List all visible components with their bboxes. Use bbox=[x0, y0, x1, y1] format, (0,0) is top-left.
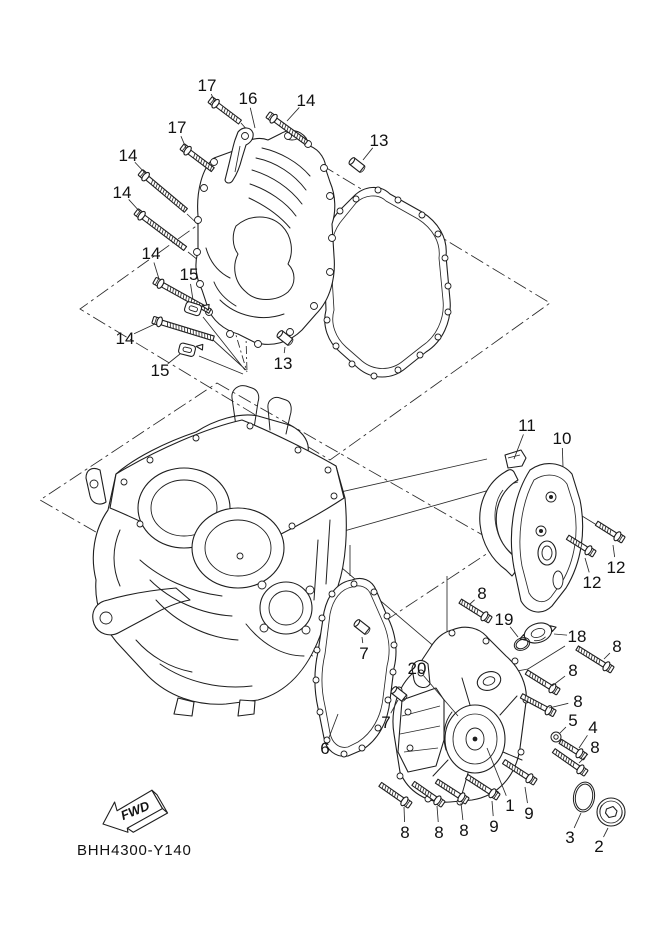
callout-label: 10 bbox=[552, 429, 572, 449]
callout-leader-line bbox=[470, 600, 475, 604]
callout-leader-line bbox=[154, 263, 159, 279]
callout-leader-line bbox=[284, 347, 285, 353]
part-callout bbox=[434, 806, 443, 842]
callout-label: 9 bbox=[524, 804, 534, 824]
callout-leader-line bbox=[168, 354, 180, 364]
callout-label: 8 bbox=[459, 821, 469, 841]
clutch-cover-gasket-art bbox=[321, 187, 451, 379]
bolt-icon bbox=[575, 644, 615, 674]
part-callout bbox=[459, 803, 468, 840]
part-callout bbox=[400, 807, 409, 842]
callout-leader-line bbox=[549, 703, 568, 708]
callout-label: 13 bbox=[273, 354, 293, 374]
callout-label: 14 bbox=[118, 146, 138, 166]
part-callout bbox=[470, 584, 487, 604]
bolt-icon bbox=[151, 315, 215, 343]
callout-label: 6 bbox=[320, 739, 330, 759]
callout-label: 13 bbox=[369, 131, 389, 151]
callout-label: 14 bbox=[115, 329, 135, 349]
part-callout bbox=[239, 89, 258, 128]
part-callout bbox=[607, 545, 626, 577]
oil-filler-cap-art bbox=[517, 618, 559, 648]
callout-label: 12 bbox=[606, 558, 626, 578]
bolt-icon bbox=[524, 668, 561, 696]
callout-leader-line bbox=[604, 653, 610, 659]
callout-label: 18 bbox=[567, 627, 587, 647]
part-callout bbox=[113, 183, 141, 213]
callout-label: 1 bbox=[505, 796, 515, 816]
part-callout bbox=[363, 131, 388, 160]
callout-leader-line bbox=[585, 558, 589, 572]
callout-label: 7 bbox=[381, 713, 391, 733]
part-callout bbox=[604, 637, 622, 659]
part-callout bbox=[287, 91, 315, 121]
callout-label: 8 bbox=[477, 584, 487, 604]
callout-label: 2 bbox=[594, 837, 604, 857]
callout-label: 5 bbox=[568, 711, 578, 731]
engine-block-art bbox=[86, 386, 346, 716]
callout-leader-line bbox=[461, 803, 463, 820]
generator-cover-art bbox=[393, 627, 529, 805]
part-callout bbox=[151, 354, 180, 380]
callout-leader-line bbox=[437, 806, 438, 822]
part-callout bbox=[116, 324, 155, 348]
diagram-code: BHH4300-Y140 bbox=[77, 842, 192, 859]
callout-label: 8 bbox=[400, 823, 410, 843]
callout-leader-line bbox=[404, 807, 405, 822]
bolt-icon bbox=[179, 142, 216, 173]
callout-label: 14 bbox=[141, 244, 161, 264]
callout-leader-line bbox=[250, 108, 255, 128]
callout-leader-line bbox=[560, 727, 566, 733]
callout-label: 8 bbox=[434, 823, 444, 843]
callout-label: 15 bbox=[150, 361, 170, 381]
part-callout bbox=[560, 711, 578, 733]
part-callout bbox=[142, 244, 161, 279]
part-callout bbox=[594, 828, 608, 856]
callout-label: 11 bbox=[518, 416, 536, 436]
callout-leader-line bbox=[525, 787, 527, 803]
callout-label: 8 bbox=[573, 692, 583, 712]
callout-label: 20 bbox=[407, 659, 427, 679]
part-callout bbox=[489, 801, 498, 836]
callout-label: 16 bbox=[238, 89, 258, 109]
part-callout bbox=[524, 787, 533, 823]
part-callout bbox=[554, 627, 586, 646]
callout-leader-line bbox=[562, 448, 563, 467]
callout-label: 17 bbox=[167, 118, 187, 138]
callout-label: 9 bbox=[489, 817, 499, 837]
part-callout bbox=[119, 146, 146, 174]
callout-label: 4 bbox=[588, 718, 598, 738]
callout-label: 7 bbox=[359, 644, 369, 664]
callout-leader-line bbox=[574, 813, 581, 828]
part-callout bbox=[198, 76, 217, 102]
callout-label: 8 bbox=[590, 738, 600, 758]
callout-label: 19 bbox=[494, 610, 514, 630]
callout-leader-line bbox=[552, 676, 565, 686]
callout-leader-line bbox=[492, 801, 493, 816]
part-callout bbox=[168, 118, 187, 148]
clamp-icon bbox=[178, 339, 204, 359]
callout-label: 17 bbox=[197, 76, 217, 96]
callout-label: 8 bbox=[568, 661, 578, 681]
part-callout bbox=[583, 558, 602, 592]
fwd-arrow bbox=[97, 785, 169, 841]
callout-label: 15 bbox=[179, 265, 199, 285]
callout-leader-line bbox=[554, 634, 567, 635]
part-callout bbox=[553, 429, 572, 467]
callout-leader-line bbox=[134, 324, 155, 334]
part-callout bbox=[552, 661, 578, 686]
timing-plug-art bbox=[597, 798, 625, 826]
part-callout bbox=[495, 610, 518, 637]
callout-label: 8 bbox=[612, 637, 622, 657]
bolt-icon bbox=[594, 519, 626, 544]
bolt-icon bbox=[458, 597, 493, 624]
clutch-cover-art bbox=[194, 128, 336, 348]
washer-art bbox=[551, 732, 561, 742]
fwd-label: FWD bbox=[118, 797, 152, 823]
callout-leader-line bbox=[613, 545, 615, 557]
callout-leader-line bbox=[603, 828, 608, 837]
callout-leader-line bbox=[579, 735, 587, 748]
callout-label: 14 bbox=[112, 183, 132, 203]
plug-oring-art bbox=[572, 781, 597, 814]
bolt-icon bbox=[137, 168, 189, 214]
part-callout bbox=[565, 813, 581, 847]
callout-label: 3 bbox=[565, 828, 575, 848]
callout-label: 14 bbox=[296, 91, 316, 111]
part-callout bbox=[549, 692, 583, 711]
part-callout bbox=[274, 347, 293, 373]
callout-label: 12 bbox=[582, 573, 602, 593]
